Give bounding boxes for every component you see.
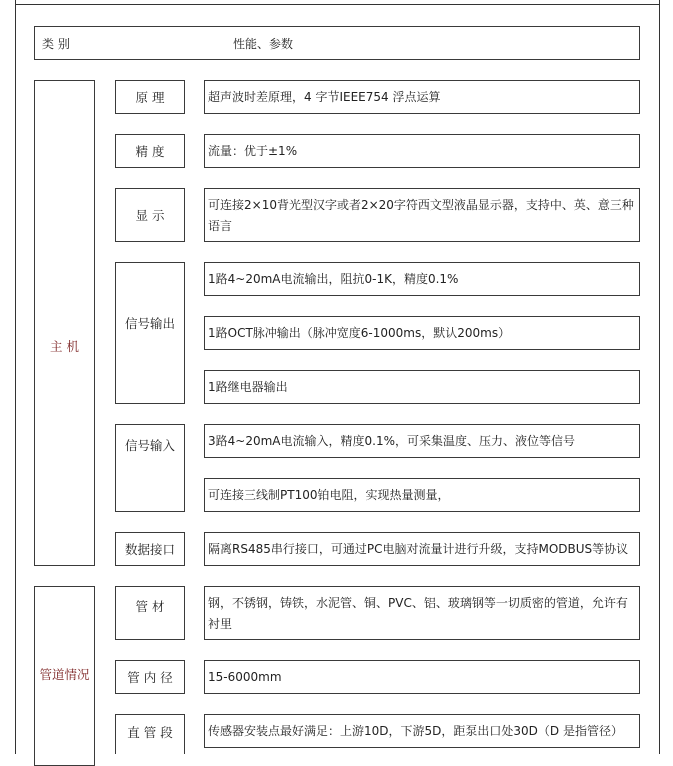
row-value-display: 可连接2×10背光型汉字或者2×20字符西文型液晶显示器，支持中、英、意三种语言 <box>204 188 640 242</box>
frame-left-border <box>15 0 16 754</box>
row-value-signal-input-2: 可连接三线制PT100铂电阻，实现热量测量， <box>204 478 640 512</box>
frame-right-border <box>659 0 660 754</box>
row-label-accuracy: 精 度 <box>115 134 185 168</box>
header-category-label: 类 别 <box>42 36 70 51</box>
row-value-inner-diameter: 15-6000mm <box>204 660 640 694</box>
section-category-label: 管道情况 <box>39 667 90 682</box>
header-spec-label: 性能、参数 <box>233 36 294 51</box>
row-label-straight-section: 直 管 段 <box>115 714 185 754</box>
row-label-display: 显 示 <box>115 188 185 242</box>
row-value-signal-input-1: 3路4~20mA电流输入，精度0.1%，可采集温度、压力、液位等信号 <box>204 424 640 458</box>
row-value-straight-section: 传感器安装点最好满足：上游10D，下游5D，距泵出口处30D（D 是指管径） <box>204 714 640 748</box>
row-label-signal-input: 信号输入 <box>115 424 185 512</box>
frame-top-border <box>15 4 660 5</box>
section-category-host <box>34 80 95 566</box>
row-label-inner-diameter: 管 内 径 <box>115 660 185 694</box>
section-category-label: 主 机 <box>50 339 79 354</box>
row-value-signal-output-1: 1路4~20mA电流输出，阻抗0-1K，精度0.1% <box>204 262 640 296</box>
row-label-signal-output: 信号输出 <box>115 262 185 404</box>
row-label-pipe-material: 管 材 <box>115 586 185 640</box>
row-value-signal-output-3: 1路继电器输出 <box>204 370 640 404</box>
row-value-accuracy: 流量：优于±1% <box>204 134 640 168</box>
row-label-principle: 原 理 <box>115 80 185 114</box>
row-label-data-interface: 数据接口 <box>115 532 185 566</box>
row-value-data-interface: 隔离RS485串行接口，可通过PC电脑对流量计进行升级，支持MODBUS等协议 <box>204 532 640 566</box>
section-category-pipe <box>34 586 95 766</box>
table-header <box>34 26 640 60</box>
row-value-principle: 超声波时差原理，4 字节IEEE754 浮点运算 <box>204 80 640 114</box>
row-value-signal-output-2: 1路OCT脉冲输出（脉冲宽度6-1000ms，默认200ms） <box>204 316 640 350</box>
row-value-pipe-material: 钢，不锈钢，铸铁，水泥管、铜、PVC、铝、玻璃钢等一切质密的管道，允许有衬里 <box>204 586 640 640</box>
